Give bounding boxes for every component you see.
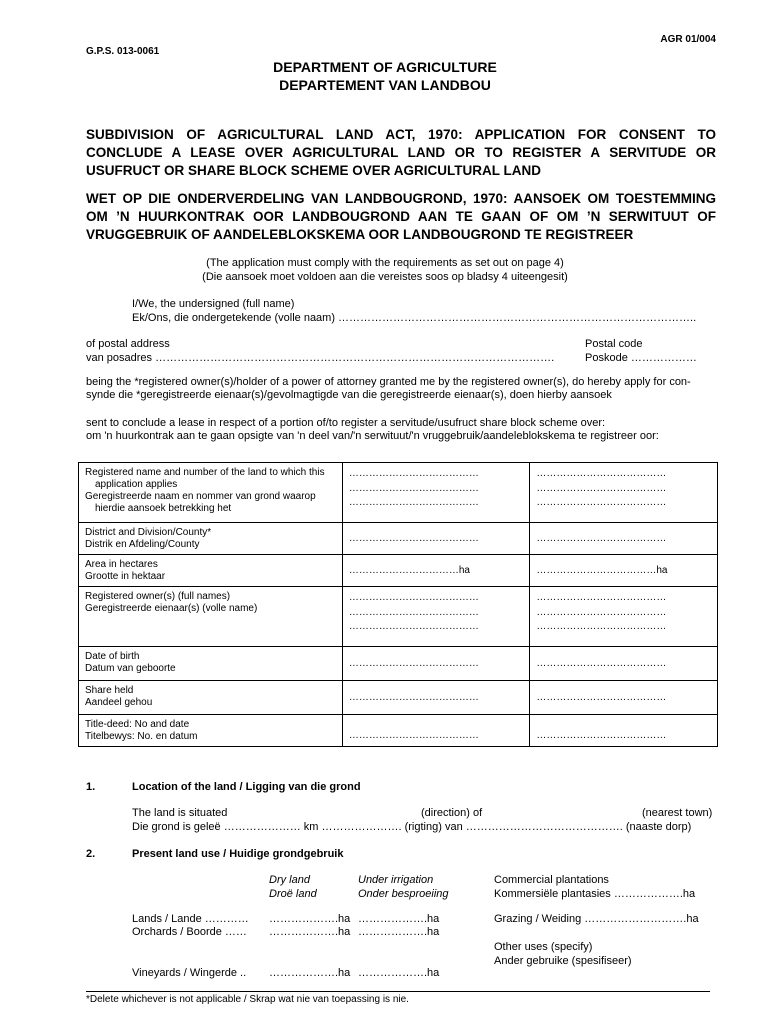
table-row: [79, 587, 718, 647]
area-field[interactable]: ……………………………ha: [342, 555, 530, 587]
table-row: [79, 555, 718, 587]
other-uses-af: Ander gebruike (spesifiseer): [494, 955, 632, 967]
form-code: AGR 01/004: [660, 34, 716, 45]
section1-heading: Location of the land / Ligging van die grond: [132, 781, 361, 793]
row-label: Registered owner(s) (full names) Geregistreerde eienaar(s) (volle name): [79, 587, 343, 647]
row-label: Share held Aandeel gehou: [79, 681, 343, 715]
statement-line2-en: sent to conclude a lease in respect of a portion of/to register a servitude/usufruct share block scheme over:: [86, 417, 606, 429]
district-field[interactable]: …………………………………: [342, 523, 530, 555]
dry-land-en: Dry land: [269, 874, 310, 886]
location-field[interactable]: Die grond is geleë ………………… km …………………. (rigting) van ……………………………………. (naaste dorp): [132, 821, 692, 833]
postal-code-label-en: Postal code: [585, 338, 643, 350]
vineyards-label: Vineyards / Wingerde ..: [132, 967, 247, 979]
department-en: DEPARTMENT OF AGRICULTURE: [273, 59, 497, 75]
section2-heading: Present land use / Huidige grondgebruik: [132, 848, 344, 860]
land-name-field[interactable]: ………………………………… ………………………………… …………………………………: [342, 463, 530, 523]
share-field-2[interactable]: …………………………………: [530, 681, 718, 715]
commercial-plantations-field[interactable]: Kommersiële plantasies ……………….ha: [494, 888, 696, 900]
lands-dry-field[interactable]: ……………….ha: [269, 913, 351, 925]
irrigation-af: Onder besproeiing: [358, 888, 449, 900]
statement-line1-af: synde die *geregistreerde eienaar(s)/gevolmagtigde van die geregistreerde eienaar(s), doen hierby aansoek: [86, 389, 612, 401]
vineyards-irrigation-field[interactable]: ……………….ha: [358, 967, 440, 979]
postal-code-field[interactable]: Poskode ………………: [585, 352, 697, 364]
table-row: [79, 715, 718, 747]
footnote: *Delete whichever is not applicable / Skrap wat nie van toepassing is nie.: [86, 994, 409, 1005]
row-label: Date of birth Datum van geboorte: [79, 647, 343, 681]
row-label: District and Division/County* Distrik en Afdeling/County: [79, 523, 343, 555]
vineyards-dry-field[interactable]: ……………….ha: [269, 967, 351, 979]
note-af: (Die aansoek moet voldoen aan die vereistes soos op bladsy 4 uiteengesit): [202, 271, 568, 283]
statement-line1-en: being the *registered owner(s)/holder of a power of attorney granted me by the registered owner(s), do hereby apply for con-: [86, 376, 691, 388]
section1-line1-left: The land is situated: [132, 807, 228, 819]
postal-address-label-en: of postal address: [86, 338, 170, 350]
commercial-plantations-en: Commercial plantations: [494, 874, 609, 886]
title-deed-field[interactable]: …………………………………: [342, 715, 530, 747]
title-af: WET OP DIE ONDERVERDELING VAN LANDBOUGROND, 1970: AANSOEK OM TOESTEMMING OM ’N HUURKONTRAK OOR LANDBOUGROND AAN TE GAAN OF OM ’N SERWITUUT OF VRUGGEBRUIK OF AANDELEBLOKSKEMA OOR LANDBOUGROND TE REGISTREER: [86, 191, 716, 242]
row-label: Registered name and number of the land to which this application applies Geregistreerde naam en nommer van grond waarop hierdie aansoek betrekking het: [79, 463, 343, 523]
section1-number: 1.: [86, 781, 96, 793]
other-uses-en: Other uses (specify): [494, 941, 593, 953]
note-en: (The application must comply with the requirements as set out on page 4): [206, 257, 564, 269]
table-row: [79, 647, 718, 681]
statement-line2-af: om 'n huurkontrak aan te gaan opsigte van 'n deel van/'n serwituut/'n vruggebruik/aandeleblokskema te registreer oor:: [86, 430, 659, 442]
owner-field-2[interactable]: ………………………………… ………………………………… …………………………………: [530, 587, 718, 647]
department-af: DEPARTEMENT VAN LANDBOU: [279, 77, 491, 93]
row-label: Area in hectares Grootte in hektaar: [79, 555, 343, 587]
table-row: [79, 463, 718, 523]
orchards-dry-field[interactable]: ……………….ha: [269, 926, 351, 938]
owner-field[interactable]: ………………………………… ………………………………… …………………………………: [342, 587, 530, 647]
orchards-label: Orchards / Boorde ……: [132, 926, 247, 938]
section2-number: 2.: [86, 848, 96, 860]
applicant-name-field[interactable]: Ek/Ons, die ondergetekende (volle naam) ……………………………………………………………………………………..: [132, 312, 697, 324]
footnote-divider: [86, 991, 710, 992]
land-name-field-2[interactable]: ………………………………… ………………………………… …………………………………: [530, 463, 718, 523]
land-details-table: [78, 462, 718, 747]
section1-line1-right: (nearest town): [642, 807, 713, 819]
gps-code: G.P.S. 013-0061: [86, 46, 160, 57]
share-field[interactable]: …………………………………: [342, 681, 530, 715]
title-en: SUBDIVISION OF AGRICULTURAL LAND ACT, 1970: APPLICATION FOR CONSENT TO CONCLUDE A LEASE OVER AGRICULTURAL LAND OR TO REGISTER A SERVITUDE OR USUFRUCT OR SHARE BLOCK SCHEME OVER AGRICULTURAL LAND: [86, 127, 716, 178]
table-row: [79, 681, 718, 715]
area-field-2[interactable]: ………………………………ha: [530, 555, 718, 587]
postal-address-field[interactable]: van posadres ……………………………………………………………………………………………….: [86, 352, 555, 364]
dob-field-2[interactable]: …………………………………: [530, 647, 718, 681]
applicant-name-label-en: I/We, the undersigned (full name): [132, 298, 295, 310]
orchards-irrigation-field[interactable]: ……………….ha: [358, 926, 440, 938]
lands-label: Lands / Lande …………: [132, 913, 249, 925]
district-field-2[interactable]: …………………………………: [530, 523, 718, 555]
section1-line1-mid: (direction) of: [421, 807, 483, 819]
dry-land-af: Droë land: [269, 888, 317, 900]
grazing-field[interactable]: Grazing / Weiding ……………………….ha: [494, 913, 699, 925]
irrigation-en: Under irrigation: [358, 874, 434, 886]
title-deed-field-2[interactable]: …………………………………: [530, 715, 718, 747]
row-label: Title-deed: No and date Titelbewys: No. en datum: [79, 715, 343, 747]
lands-irrigation-field[interactable]: ……………….ha: [358, 913, 440, 925]
dob-field[interactable]: …………………………………: [342, 647, 530, 681]
table-row: [79, 523, 718, 555]
